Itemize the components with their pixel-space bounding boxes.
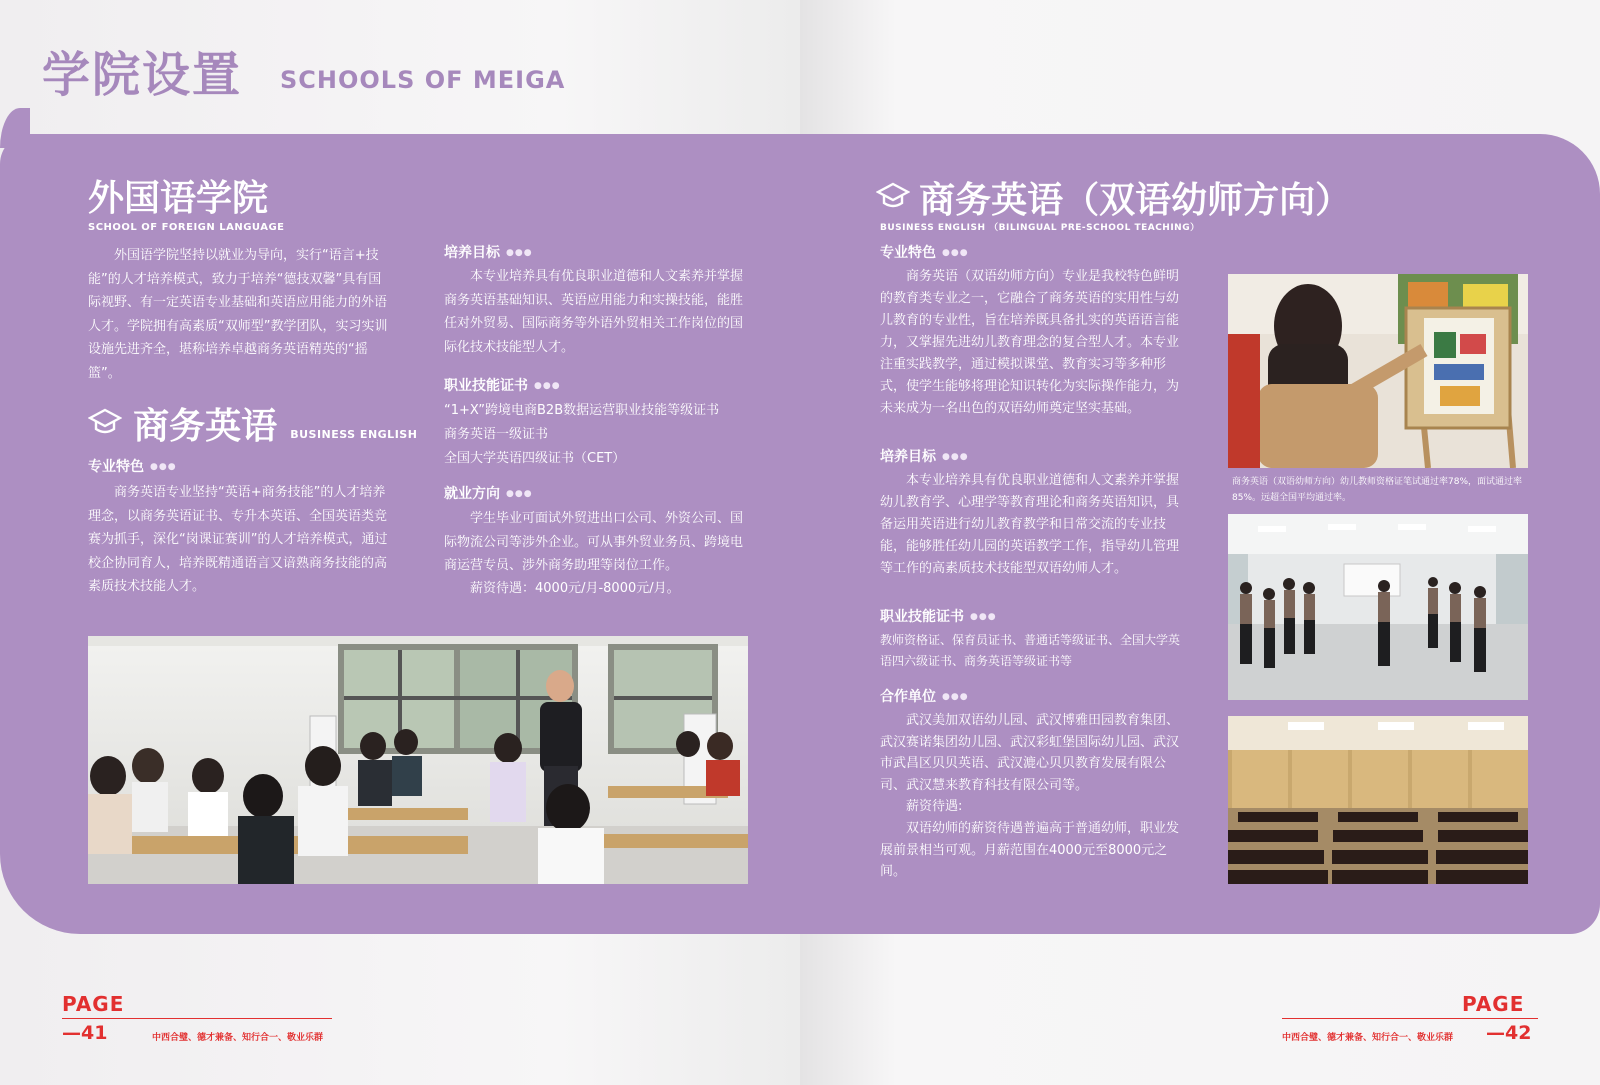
footer-rule-right [1282, 1018, 1538, 1019]
goal-heading-label: 培养目标 [880, 449, 936, 465]
classroom-photo [88, 636, 748, 884]
job-text: 学生毕业可面试外贸进出口公司、外资公司、国际物流公司等涉外企业。可从事外贸业务员、跨境电商运营专员、涉外商务助理等岗位工作。 [444, 511, 744, 573]
salary-label: 薪资待遇: [906, 799, 963, 814]
feature-heading-label: 专业特色 [88, 459, 144, 475]
dots-icon: ●●● [942, 452, 969, 462]
partner-heading [880, 686, 969, 706]
graduation-cap-icon [876, 181, 910, 215]
dots-icon: ●●● [970, 612, 997, 622]
partner-text: 武汉美加双语幼儿园、武汉博雅田园教育集团、武汉赛诺集团幼儿园、武汉彩虹堡国际幼儿园、武汉市武昌区贝贝英语、武汉漉心贝贝教育发展有限公司、武汉慧来教育科技有限公司等。 [880, 713, 1180, 793]
dots-icon: ●●● [942, 248, 969, 258]
cert-heading-label: 职业技能证书 [880, 609, 964, 625]
dots-icon: ●●● [534, 381, 561, 391]
cert-text: 教师资格证、保育员证书、普通话等级证书、全国大学英语四六级证书、商务英语等级证书等 [880, 633, 1181, 668]
page-title: 学院设置 [42, 47, 243, 103]
graduation-cap-icon [88, 407, 122, 441]
major-title-en: BUSINESS ENGLISH [290, 428, 418, 441]
major-heading-business-english [88, 398, 428, 446]
dance-room-photo [1228, 514, 1528, 700]
job-heading-label: 就业方向 [444, 486, 500, 502]
drawing-class-photo [1228, 274, 1528, 468]
piano-room-photo [1228, 716, 1528, 884]
cert-list [444, 399, 754, 471]
major-heading-bilingual [876, 172, 1396, 220]
college-intro: 外国语学院坚持以就业为导向，实行“语言+技能”的人才培养模式，致力于培养“德技双馨”具有国际视野、有一定英语专业基础和英语应用能力的外语人才。学院拥有高素质“双师型”教学团队，实习实训设施先进齐全，堪称培养卓越商务英语精英的“摇篮”。 [88, 248, 388, 381]
page-number-left: —41 [62, 1022, 108, 1044]
goal-heading-label: 培养目标 [444, 245, 500, 261]
photo-caption: 商务英语（双语幼师方向）幼儿教师资格证笔试通过率78%，面试通过率85%。远超全国平均通过率。 [1232, 477, 1523, 503]
motto-right: 中西合璧、德才兼备、知行合一、敬业乐群 [1282, 1033, 1454, 1043]
cert-item: “1+X”跨境电商B2B数据运营职业技能等级证书 [444, 403, 720, 418]
college-title: 外国语学院 [88, 178, 269, 219]
goal-text: 本专业培养具有优良职业道德和人文素养并掌握幼儿教育学、心理学等教育理论和商务英语知识，具备运用英语进行幼儿教育教学和日常交流的专业技能，能够胜任幼儿园的英语教学工作，指导幼儿管理等工作的高素质技术技能型双语幼师人才。 [880, 473, 1180, 576]
job-heading [444, 483, 533, 503]
partner-heading-label: 合作单位 [880, 689, 936, 705]
cert-heading [880, 606, 997, 626]
major-title: 商务英语 [133, 406, 278, 447]
salary-text: 薪资待遇：4000元/月-8000元/月。 [470, 581, 680, 596]
feature-text: 商务英语（双语幼师方向）专业是我校特色鲜明的教育类专业之一，它融合了商务英语的实用性与幼儿教育的专业性，旨在培养既具备扎实的英语语言能力，又掌握先进幼儿教育理念的复合型人才。本专业注重实践教学，通过模拟课堂、教育实习等多种形式，使学生能够将理论知识转化为实际操作能力，为未来成为一名出色的双语幼师奠定坚实基础。 [880, 269, 1180, 416]
page-label-right: PAGE [1462, 992, 1525, 1016]
cert-item: 全国大学英语四级证书（CET） [444, 451, 626, 466]
page-number-right: —42 [1486, 1022, 1532, 1044]
college-title-en: SCHOOL OF FOREIGN LANGUAGE [88, 222, 285, 233]
page-subtitle: SCHOOLS OF MEIGA [280, 66, 566, 94]
dots-icon: ●●● [506, 248, 533, 258]
feature-text: 商务英语专业坚持“英语+商务技能”的人才培养理念，以商务英语证书、专升本英语、全国英语类竞赛为抓手，深化“岗课证赛训”的人才培养模式，通过校企协同育人，培养既精通语言又谙熟商务技能的高素质技术技能人才。 [88, 485, 388, 594]
feature-heading [88, 456, 177, 476]
cert-heading-label: 职业技能证书 [444, 378, 528, 394]
feature-heading-label: 专业特色 [880, 245, 936, 261]
cert-item: 商务英语一级证书 [444, 427, 549, 442]
major-title: 商务英语（双语幼师方向） [919, 180, 1352, 221]
dots-icon: ●●● [942, 692, 969, 702]
goal-heading [444, 242, 533, 262]
footer-rule-left [62, 1018, 332, 1019]
motto-left: 中西合璧、德才兼备、知行合一、敬业乐群 [152, 1033, 324, 1043]
goal-heading [880, 446, 969, 466]
dots-icon: ●●● [150, 462, 177, 472]
salary-text: 双语幼师的薪资待遇普遍高于普通幼师，职业发展前景相当可观。月薪范围在4000元至8000元之间。 [880, 821, 1180, 879]
page-label-left: PAGE [62, 992, 125, 1016]
dots-icon: ●●● [506, 489, 533, 499]
feature-heading [880, 242, 969, 262]
goal-text: 本专业培养具有优良职业道德和人文素养并掌握商务英语基础知识、英语应用能力和实操技能，能胜任对外贸易、国际商务等外语外贸相关工作岗位的国际化技术技能型人才。 [444, 269, 744, 355]
cert-heading [444, 375, 561, 395]
major-title-en: BUSINESS ENGLISH （BILINGUAL PRE-SCHOOL TEACHING） [880, 223, 1200, 233]
